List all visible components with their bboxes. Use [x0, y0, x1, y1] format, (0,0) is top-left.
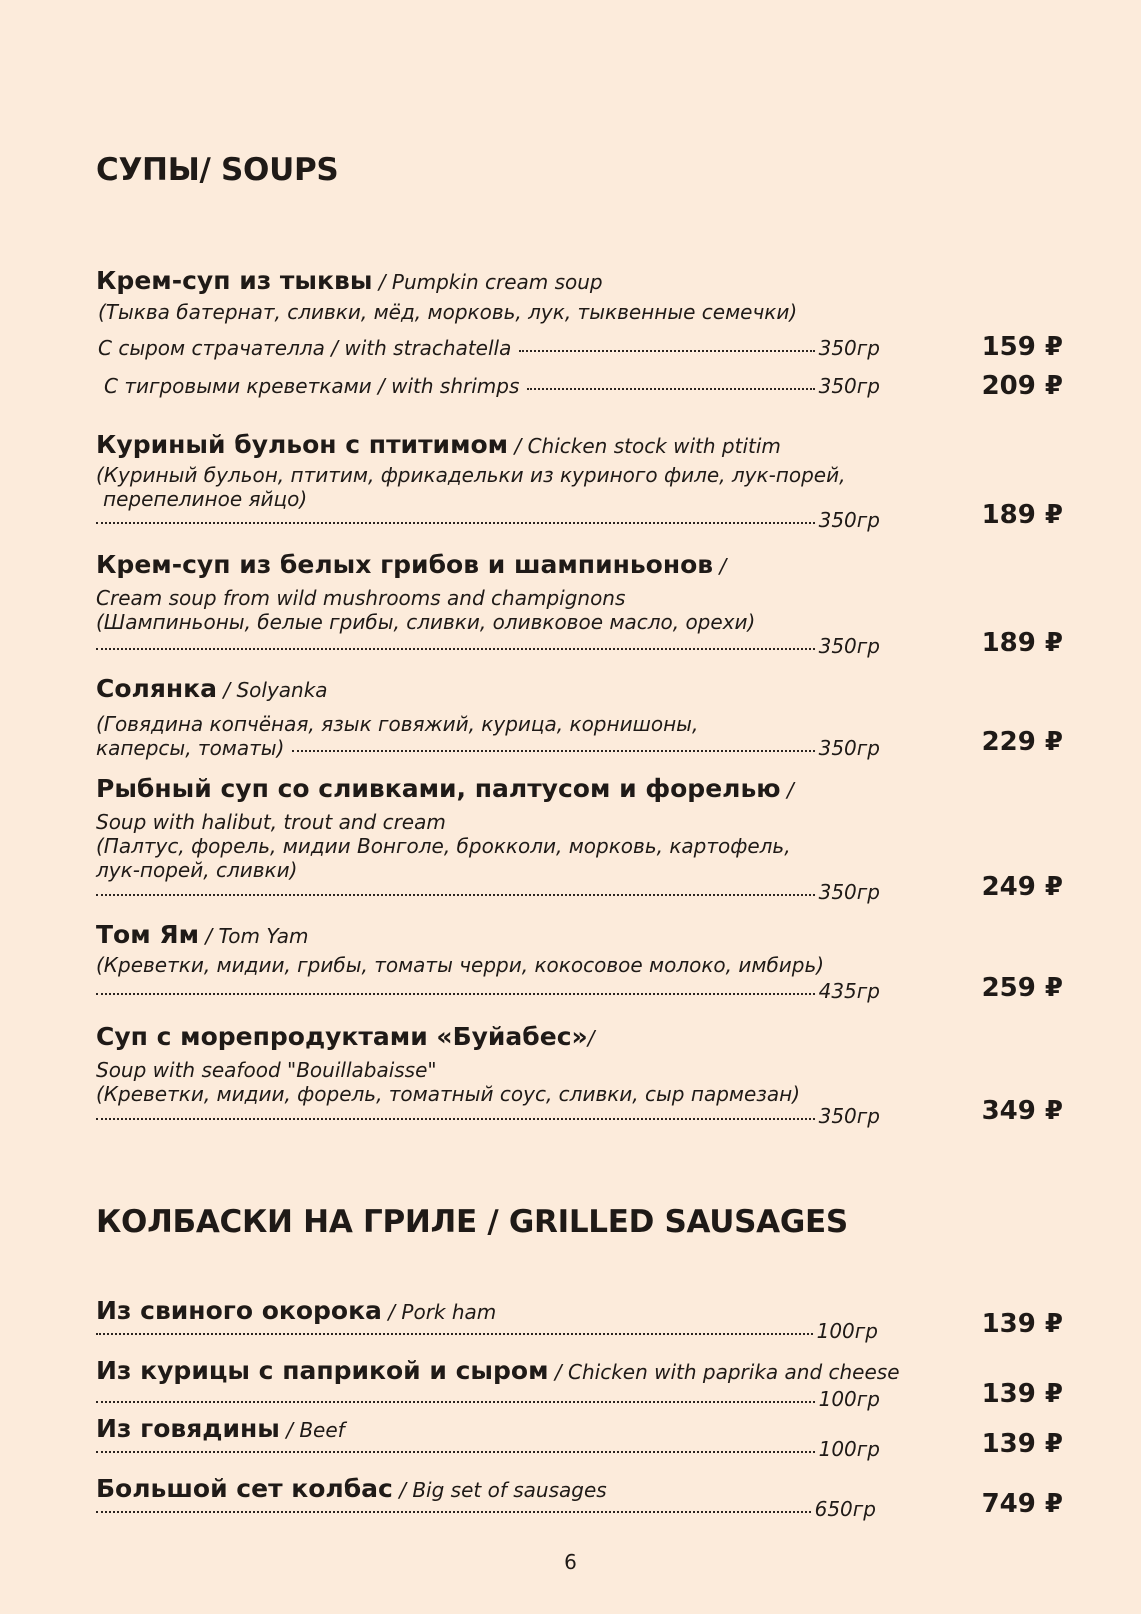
item-name-en: / [713, 554, 727, 578]
menu-item-title-solyanka [96, 674, 328, 703]
section-title-sausages: КОЛБАСКИ НА ГРИЛЕ / GRILLED SAUSAGES [96, 1204, 848, 1240]
item-name-en: / [587, 1026, 595, 1050]
menu-item-title-pumpkin [96, 266, 603, 295]
item-name-ru: Куриный бульон с птитимом [96, 430, 509, 459]
item-name-ru: Суп с морепродуктами «Буйабес» [96, 1022, 588, 1051]
leader-row [96, 979, 880, 1003]
leader-dots [96, 993, 815, 995]
menu-item-title-fish-soup [96, 774, 794, 803]
leader-dots [96, 1118, 815, 1120]
item-name-en: / Big set of sausages [392, 1478, 607, 1502]
item-price: 209 ₽ [981, 371, 1063, 401]
item-english-name: Soup with halibut, trout and cream [96, 810, 446, 834]
item-name-ru: Большой сет колбас [96, 1474, 393, 1503]
item-description: перепелиное яйцо) [103, 487, 308, 511]
item-price: 749 ₽ [981, 1489, 1063, 1519]
variant-row-shrimps [104, 374, 880, 398]
item-weight: 350гр [818, 336, 880, 360]
leader-row [96, 1497, 876, 1521]
leader-dots [292, 750, 814, 752]
leader-row [96, 1104, 880, 1128]
item-name-en: / Chicken stock with ptitim [508, 434, 781, 458]
menu-item-title-chicken-stock [96, 430, 781, 459]
item-weight: 350гр [818, 374, 880, 398]
item-name-ru: Крем-суп из белых грибов и шампиньонов [96, 550, 714, 579]
leader-row [96, 1387, 880, 1411]
item-weight: 350гр [818, 736, 880, 760]
item-description: (Тыква батернат, сливки, мёд, морковь, лук, тыквенные семечки) [98, 300, 798, 324]
item-price: 139 ₽ [981, 1429, 1063, 1459]
leader-dots [96, 1333, 813, 1335]
leader-row [96, 1319, 878, 1343]
leader-dots [96, 1451, 815, 1453]
variant-row-strachatella [98, 336, 880, 360]
leader-row [96, 634, 880, 658]
item-weight: 650гр [814, 1497, 876, 1521]
section-title-soups: СУПЫ/ SOUPS [96, 152, 339, 188]
item-english-name: Cream soup from wild mushrooms and champignons [96, 586, 626, 610]
item-name-ru: Из говядины [96, 1414, 280, 1443]
item-description: (Куриный бульон, птитим, фрикадельки из куриного филе, лук-порей, [96, 463, 846, 487]
item-weight: 100гр [818, 1387, 880, 1411]
item-weight: 100гр [816, 1319, 878, 1343]
item-name-ru: Из курицы с паприкой и сыром [96, 1356, 549, 1385]
leader-dots [96, 1511, 811, 1513]
item-weight: 350гр [818, 880, 880, 904]
item-english-name: Soup with seafood "Bouillabaisse" [96, 1058, 437, 1082]
menu-item-title-tom-yam [96, 920, 308, 949]
item-weight: 435гр [818, 979, 880, 1003]
item-name-ru: Из свиного окорока [96, 1296, 382, 1325]
item-price: 349 ₽ [981, 1096, 1063, 1126]
item-name-en: / [780, 778, 794, 802]
leader-row [96, 1437, 880, 1461]
variant-label: С сыром страчателла / with strachatella [98, 336, 512, 360]
item-price: 139 ₽ [981, 1379, 1063, 1409]
item-name-en: / Pumpkin cream soup [372, 270, 603, 294]
item-price: 159 ₽ [981, 332, 1063, 362]
item-price: 189 ₽ [981, 628, 1063, 658]
item-name-ru: Рыбный суп со сливками, палтусом и форелью [96, 774, 781, 803]
menu-item-title-bouillabaisse [96, 1022, 594, 1051]
item-price: 249 ₽ [981, 872, 1063, 902]
item-description: (Креветки, мидии, грибы, томаты черри, кокосовое молоко, имбирь) [96, 953, 825, 977]
item-description: (Говядина копчёная, язык говяжий, курица, корнишоны, [96, 712, 699, 736]
leader-row [96, 736, 880, 760]
leader-row [96, 880, 880, 904]
leader-dots [527, 388, 814, 390]
item-description: (Шампиньоны, белые грибы, сливки, оливковое масло, орехи) [96, 610, 756, 634]
item-description: каперсы, томаты) [96, 736, 285, 760]
leader-dots [96, 522, 815, 524]
leader-dots [96, 1401, 815, 1403]
item-weight: 350гр [818, 508, 880, 532]
item-name-en: / Solyanka [217, 678, 328, 702]
menu-item-title-chicken-paprika [96, 1356, 900, 1385]
item-price: 139 ₽ [981, 1309, 1063, 1339]
item-weight: 350гр [818, 1104, 880, 1128]
item-name-en: / Tom Yam [199, 924, 309, 948]
item-price: 189 ₽ [981, 500, 1063, 530]
item-name-ru: Солянка [96, 674, 217, 703]
item-price: 229 ₽ [981, 727, 1063, 757]
item-weight: 350гр [818, 634, 880, 658]
item-weight: 100гр [818, 1437, 880, 1461]
leader-dots [96, 894, 815, 896]
item-name-en: / Chicken with paprika and cheese [548, 1360, 900, 1384]
item-description: лук-порей, сливки) [96, 858, 298, 882]
leader-dots [96, 648, 815, 650]
item-description: (Креветки, мидии, форель, томатный соус, сливки, сыр пармезан) [96, 1082, 801, 1106]
item-name-en: / Pork ham [381, 1300, 497, 1324]
leader-dots [519, 350, 814, 352]
item-price: 259 ₽ [981, 973, 1063, 1003]
leader-row [96, 508, 880, 532]
variant-label: С тигровыми креветками / with shrimps [104, 374, 520, 398]
page-number: 6 [564, 1550, 577, 1574]
menu-item-title-mushroom [96, 550, 726, 579]
item-name-ru: Крем-суп из тыквы [96, 266, 373, 295]
item-description: (Палтус, форель, мидии Вонголе, брокколи, морковь, картофель, [96, 834, 791, 858]
item-name-en: / Beef [279, 1418, 345, 1442]
item-name-ru: Том Ям [96, 920, 200, 949]
